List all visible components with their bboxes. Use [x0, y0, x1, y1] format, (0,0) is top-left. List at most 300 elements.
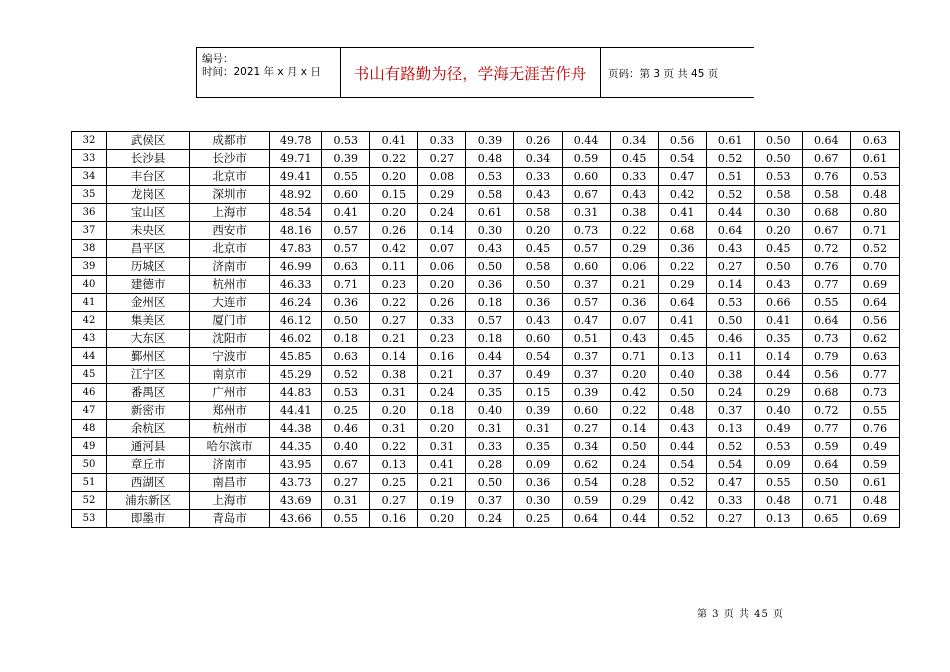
value-cell: 0.50	[658, 384, 706, 402]
value-cell: 0.37	[466, 366, 514, 384]
table-row	[72, 402, 900, 420]
page-code: 页码：第 3 页 共 45 页	[608, 68, 719, 80]
value-cell: 46.24	[270, 294, 322, 312]
value-cell: 0.73	[562, 222, 610, 240]
value-cell: 45.85	[270, 348, 322, 366]
value-cell: 0.54	[706, 456, 754, 474]
value-cell: 0.41	[658, 204, 706, 222]
rank-cell: 47	[72, 402, 107, 420]
city-cell: 济南市	[190, 258, 270, 276]
rank-cell: 44	[72, 348, 107, 366]
value-cell: 0.20	[418, 420, 466, 438]
city-cell: 西安市	[190, 222, 270, 240]
value-cell: 0.47	[706, 474, 754, 492]
value-cell: 0.49	[514, 366, 562, 384]
table-row	[72, 150, 900, 168]
value-cell: 0.25	[514, 510, 562, 528]
city-cell: 南京市	[190, 366, 270, 384]
value-cell: 0.44	[658, 438, 706, 456]
value-cell: 0.26	[514, 132, 562, 150]
value-cell: 0.67	[802, 150, 850, 168]
rank-cell: 37	[72, 222, 107, 240]
value-cell: 0.49	[850, 438, 899, 456]
city-cell: 杭州市	[190, 420, 270, 438]
value-cell: 0.23	[418, 330, 466, 348]
value-cell: 0.13	[754, 510, 802, 528]
value-cell: 0.29	[658, 276, 706, 294]
value-cell: 0.44	[754, 366, 802, 384]
value-cell: 0.50	[322, 312, 370, 330]
value-cell: 47.83	[270, 240, 322, 258]
value-cell: 0.18	[466, 294, 514, 312]
value-cell: 0.60	[562, 258, 610, 276]
value-cell: 0.62	[850, 330, 899, 348]
table-row	[72, 492, 900, 510]
value-cell: 0.26	[370, 222, 418, 240]
value-cell: 0.59	[562, 150, 610, 168]
value-cell: 0.77	[802, 276, 850, 294]
value-cell: 43.73	[270, 474, 322, 492]
value-cell: 0.42	[658, 492, 706, 510]
value-cell: 0.53	[706, 294, 754, 312]
table-row	[72, 204, 900, 222]
value-cell: 0.23	[370, 276, 418, 294]
value-cell: 0.11	[706, 348, 754, 366]
value-cell: 0.27	[706, 258, 754, 276]
value-cell: 0.48	[466, 150, 514, 168]
value-cell: 0.38	[610, 204, 658, 222]
value-cell: 0.76	[802, 258, 850, 276]
value-cell: 0.14	[610, 420, 658, 438]
district-cell: 建德市	[107, 276, 190, 294]
city-cell: 青岛市	[190, 510, 270, 528]
header-meta	[202, 53, 321, 79]
value-cell: 0.61	[466, 204, 514, 222]
value-cell: 0.43	[466, 240, 514, 258]
district-cell: 即墨市	[107, 510, 190, 528]
value-cell: 0.58	[754, 186, 802, 204]
value-cell: 0.39	[514, 402, 562, 420]
value-cell: 0.45	[658, 330, 706, 348]
value-cell: 0.58	[514, 258, 562, 276]
value-cell: 0.61	[706, 132, 754, 150]
value-cell: 0.49	[754, 420, 802, 438]
value-cell: 0.14	[706, 276, 754, 294]
value-cell: 0.50	[754, 150, 802, 168]
value-cell: 0.27	[370, 312, 418, 330]
value-cell: 43.66	[270, 510, 322, 528]
district-cell: 通河县	[107, 438, 190, 456]
table-row	[72, 510, 900, 528]
value-cell: 0.20	[514, 222, 562, 240]
rank-cell: 53	[72, 510, 107, 528]
table-row	[72, 330, 900, 348]
rank-cell: 40	[72, 276, 107, 294]
value-cell: 0.53	[322, 384, 370, 402]
rank-cell: 50	[72, 456, 107, 474]
value-cell: 0.13	[706, 420, 754, 438]
value-cell: 0.21	[418, 366, 466, 384]
value-cell: 0.51	[706, 168, 754, 186]
value-cell: 0.29	[418, 186, 466, 204]
city-cell: 深圳市	[190, 186, 270, 204]
city-cell: 哈尔滨市	[190, 438, 270, 456]
value-cell: 0.43	[610, 186, 658, 204]
district-cell: 余杭区	[107, 420, 190, 438]
district-cell: 历城区	[107, 258, 190, 276]
district-cell: 昌平区	[107, 240, 190, 258]
value-cell: 0.31	[370, 384, 418, 402]
table-row	[72, 168, 900, 186]
value-cell: 0.43	[706, 240, 754, 258]
value-cell: 0.27	[370, 492, 418, 510]
city-cell: 广州市	[190, 384, 270, 402]
value-cell: 43.69	[270, 492, 322, 510]
value-cell: 0.31	[370, 420, 418, 438]
value-cell: 0.27	[562, 420, 610, 438]
header-divider	[196, 48, 197, 97]
value-cell: 0.61	[850, 474, 899, 492]
district-cell: 宝山区	[107, 204, 190, 222]
value-cell: 0.50	[466, 474, 514, 492]
value-cell: 49.78	[270, 132, 322, 150]
value-cell: 0.64	[802, 456, 850, 474]
value-cell: 0.63	[322, 348, 370, 366]
rank-cell: 36	[72, 204, 107, 222]
value-cell: 0.37	[562, 348, 610, 366]
value-cell: 0.65	[802, 510, 850, 528]
table-row	[72, 474, 900, 492]
rank-cell: 51	[72, 474, 107, 492]
value-cell: 0.27	[706, 510, 754, 528]
value-cell: 0.53	[754, 168, 802, 186]
value-cell: 0.38	[370, 366, 418, 384]
value-cell: 0.22	[610, 222, 658, 240]
value-cell: 0.18	[418, 402, 466, 420]
value-cell: 0.34	[610, 132, 658, 150]
value-cell: 0.22	[658, 258, 706, 276]
value-cell: 45.29	[270, 366, 322, 384]
city-cell: 北京市	[190, 168, 270, 186]
value-cell: 0.36	[610, 294, 658, 312]
value-cell: 0.20	[370, 402, 418, 420]
value-cell: 0.44	[466, 348, 514, 366]
value-cell: 0.39	[466, 132, 514, 150]
value-cell: 46.33	[270, 276, 322, 294]
district-cell: 番禺区	[107, 384, 190, 402]
code-label: 编号：	[202, 53, 234, 65]
time-label: 时间：2021 年 x 月 x 日	[202, 66, 321, 78]
value-cell: 0.55	[322, 168, 370, 186]
value-cell: 0.69	[850, 276, 899, 294]
value-cell: 0.19	[418, 492, 466, 510]
district-cell: 长沙县	[107, 150, 190, 168]
value-cell: 0.60	[562, 168, 610, 186]
value-cell: 0.48	[754, 492, 802, 510]
value-cell: 0.48	[658, 402, 706, 420]
value-cell: 0.67	[322, 456, 370, 474]
value-cell: 0.60	[514, 330, 562, 348]
value-cell: 0.21	[610, 276, 658, 294]
value-cell: 0.64	[802, 312, 850, 330]
value-cell: 0.16	[418, 348, 466, 366]
value-cell: 0.41	[754, 312, 802, 330]
value-cell: 0.33	[514, 168, 562, 186]
value-cell: 0.09	[754, 456, 802, 474]
value-cell: 0.33	[418, 132, 466, 150]
value-cell: 0.06	[418, 258, 466, 276]
value-cell: 0.22	[610, 402, 658, 420]
value-cell: 0.52	[322, 366, 370, 384]
value-cell: 0.50	[514, 276, 562, 294]
value-cell: 0.56	[658, 132, 706, 150]
value-cell: 0.71	[610, 348, 658, 366]
value-cell: 0.77	[802, 420, 850, 438]
value-cell: 0.07	[610, 312, 658, 330]
value-cell: 0.52	[850, 240, 899, 258]
table-row	[72, 366, 900, 384]
value-cell: 0.40	[754, 402, 802, 420]
value-cell: 0.40	[658, 366, 706, 384]
value-cell: 0.60	[322, 186, 370, 204]
city-cell: 北京市	[190, 240, 270, 258]
value-cell: 0.53	[466, 168, 514, 186]
district-cell: 新密市	[107, 402, 190, 420]
header-divider	[600, 48, 601, 97]
value-cell: 0.48	[850, 186, 899, 204]
value-cell: 0.36	[322, 294, 370, 312]
table-row	[72, 294, 900, 312]
value-cell: 0.73	[802, 330, 850, 348]
value-cell: 0.20	[610, 366, 658, 384]
value-cell: 0.20	[754, 222, 802, 240]
value-cell: 44.35	[270, 438, 322, 456]
value-cell: 0.42	[658, 186, 706, 204]
value-cell: 0.58	[802, 186, 850, 204]
value-cell: 0.40	[322, 438, 370, 456]
district-cell: 龙岗区	[107, 186, 190, 204]
value-cell: 0.50	[754, 132, 802, 150]
value-cell: 0.24	[610, 456, 658, 474]
value-cell: 0.59	[562, 492, 610, 510]
value-cell: 0.36	[466, 276, 514, 294]
value-cell: 0.37	[562, 276, 610, 294]
value-cell: 0.62	[562, 456, 610, 474]
value-cell: 0.11	[370, 258, 418, 276]
value-cell: 0.14	[370, 348, 418, 366]
value-cell: 0.24	[418, 384, 466, 402]
table-row	[72, 420, 900, 438]
value-cell: 0.64	[562, 510, 610, 528]
value-cell: 0.68	[802, 384, 850, 402]
page-header	[196, 47, 754, 98]
value-cell: 0.26	[418, 294, 466, 312]
city-cell: 沈阳市	[190, 330, 270, 348]
value-cell: 0.20	[370, 168, 418, 186]
value-cell: 0.44	[562, 132, 610, 150]
value-cell: 0.43	[610, 330, 658, 348]
value-cell: 0.42	[370, 240, 418, 258]
value-cell: 0.57	[322, 240, 370, 258]
value-cell: 0.54	[658, 456, 706, 474]
value-cell: 0.66	[754, 294, 802, 312]
value-cell: 0.41	[658, 312, 706, 330]
value-cell: 0.63	[850, 132, 899, 150]
value-cell: 0.39	[322, 150, 370, 168]
value-cell: 0.53	[322, 132, 370, 150]
value-cell: 0.60	[562, 402, 610, 420]
value-cell: 0.43	[514, 186, 562, 204]
value-cell: 0.41	[322, 204, 370, 222]
district-cell: 武侯区	[107, 132, 190, 150]
value-cell: 0.36	[658, 240, 706, 258]
value-cell: 0.45	[754, 240, 802, 258]
value-cell: 0.56	[850, 312, 899, 330]
value-cell: 44.38	[270, 420, 322, 438]
value-cell: 0.68	[802, 204, 850, 222]
rank-cell: 49	[72, 438, 107, 456]
value-cell: 0.21	[370, 330, 418, 348]
value-cell: 46.12	[270, 312, 322, 330]
value-cell: 0.54	[562, 474, 610, 492]
value-cell: 0.55	[754, 474, 802, 492]
district-cell: 鄞州区	[107, 348, 190, 366]
value-cell: 0.18	[322, 330, 370, 348]
value-cell: 0.42	[610, 384, 658, 402]
value-cell: 0.52	[706, 186, 754, 204]
value-cell: 0.54	[658, 150, 706, 168]
rank-cell: 43	[72, 330, 107, 348]
value-cell: 0.44	[706, 204, 754, 222]
value-cell: 0.47	[562, 312, 610, 330]
value-cell: 0.07	[418, 240, 466, 258]
value-cell: 0.31	[418, 438, 466, 456]
table-row	[72, 276, 900, 294]
value-cell: 0.22	[370, 294, 418, 312]
district-cell: 西湖区	[107, 474, 190, 492]
value-cell: 0.56	[802, 366, 850, 384]
value-cell: 0.15	[514, 384, 562, 402]
value-cell: 0.30	[466, 222, 514, 240]
city-cell: 大连市	[190, 294, 270, 312]
rank-cell: 34	[72, 168, 107, 186]
value-cell: 0.61	[850, 150, 899, 168]
value-cell: 0.14	[418, 222, 466, 240]
value-cell: 0.24	[466, 510, 514, 528]
rank-cell: 42	[72, 312, 107, 330]
value-cell: 0.34	[514, 150, 562, 168]
value-cell: 0.53	[850, 168, 899, 186]
value-cell: 0.71	[850, 222, 899, 240]
value-cell: 0.70	[850, 258, 899, 276]
rank-cell: 39	[72, 258, 107, 276]
value-cell: 0.27	[418, 150, 466, 168]
value-cell: 0.64	[706, 222, 754, 240]
city-cell: 济南市	[190, 456, 270, 474]
value-cell: 0.57	[562, 294, 610, 312]
motto: 书山有路勤为径，学海无涯苦作舟	[353, 65, 587, 83]
value-cell: 0.43	[658, 420, 706, 438]
value-cell: 0.68	[658, 222, 706, 240]
value-cell: 0.18	[466, 330, 514, 348]
value-cell: 0.33	[418, 312, 466, 330]
value-cell: 0.43	[754, 276, 802, 294]
value-cell: 0.54	[514, 348, 562, 366]
value-cell: 0.76	[802, 168, 850, 186]
rank-cell: 32	[72, 132, 107, 150]
city-cell: 上海市	[190, 204, 270, 222]
city-cell: 南昌市	[190, 474, 270, 492]
rank-cell: 35	[72, 186, 107, 204]
value-cell: 0.31	[514, 420, 562, 438]
value-cell: 0.15	[370, 186, 418, 204]
value-cell: 44.83	[270, 384, 322, 402]
value-cell: 0.33	[706, 492, 754, 510]
value-cell: 0.45	[514, 240, 562, 258]
value-cell: 0.31	[562, 204, 610, 222]
value-cell: 0.21	[418, 474, 466, 492]
district-cell: 章丘市	[107, 456, 190, 474]
value-cell: 0.50	[754, 258, 802, 276]
value-cell: 0.20	[418, 276, 466, 294]
value-cell: 0.16	[370, 510, 418, 528]
value-cell: 0.48	[850, 492, 899, 510]
value-cell: 0.13	[370, 456, 418, 474]
value-cell: 0.80	[850, 204, 899, 222]
table-row	[72, 222, 900, 240]
table-row	[72, 384, 900, 402]
value-cell: 0.58	[514, 204, 562, 222]
value-cell: 0.72	[802, 240, 850, 258]
value-cell: 0.33	[610, 168, 658, 186]
value-cell: 0.53	[754, 438, 802, 456]
value-cell: 0.76	[850, 420, 899, 438]
district-cell: 未央区	[107, 222, 190, 240]
value-cell: 0.58	[466, 186, 514, 204]
city-cell: 厦门市	[190, 312, 270, 330]
value-cell: 0.69	[850, 510, 899, 528]
value-cell: 0.77	[850, 366, 899, 384]
value-cell: 0.40	[466, 402, 514, 420]
district-cell: 集美区	[107, 312, 190, 330]
value-cell: 0.33	[466, 438, 514, 456]
table-row	[72, 312, 900, 330]
value-cell: 0.29	[610, 492, 658, 510]
district-cell: 丰台区	[107, 168, 190, 186]
value-cell: 44.41	[270, 402, 322, 420]
value-cell: 0.47	[658, 168, 706, 186]
value-cell: 0.39	[562, 384, 610, 402]
value-cell: 0.55	[850, 402, 899, 420]
table-row	[72, 348, 900, 366]
value-cell: 0.44	[610, 510, 658, 528]
value-cell: 0.57	[322, 222, 370, 240]
value-cell: 49.41	[270, 168, 322, 186]
value-cell: 0.73	[850, 384, 899, 402]
value-cell: 0.50	[466, 258, 514, 276]
district-cell: 金州区	[107, 294, 190, 312]
value-cell: 0.37	[706, 402, 754, 420]
value-cell: 0.25	[322, 402, 370, 420]
value-cell: 0.30	[514, 492, 562, 510]
value-cell: 0.14	[754, 348, 802, 366]
value-cell: 0.52	[658, 510, 706, 528]
value-cell: 0.30	[754, 204, 802, 222]
value-cell: 0.64	[850, 294, 899, 312]
value-cell: 0.63	[850, 348, 899, 366]
value-cell: 48.92	[270, 186, 322, 204]
table-row	[72, 186, 900, 204]
